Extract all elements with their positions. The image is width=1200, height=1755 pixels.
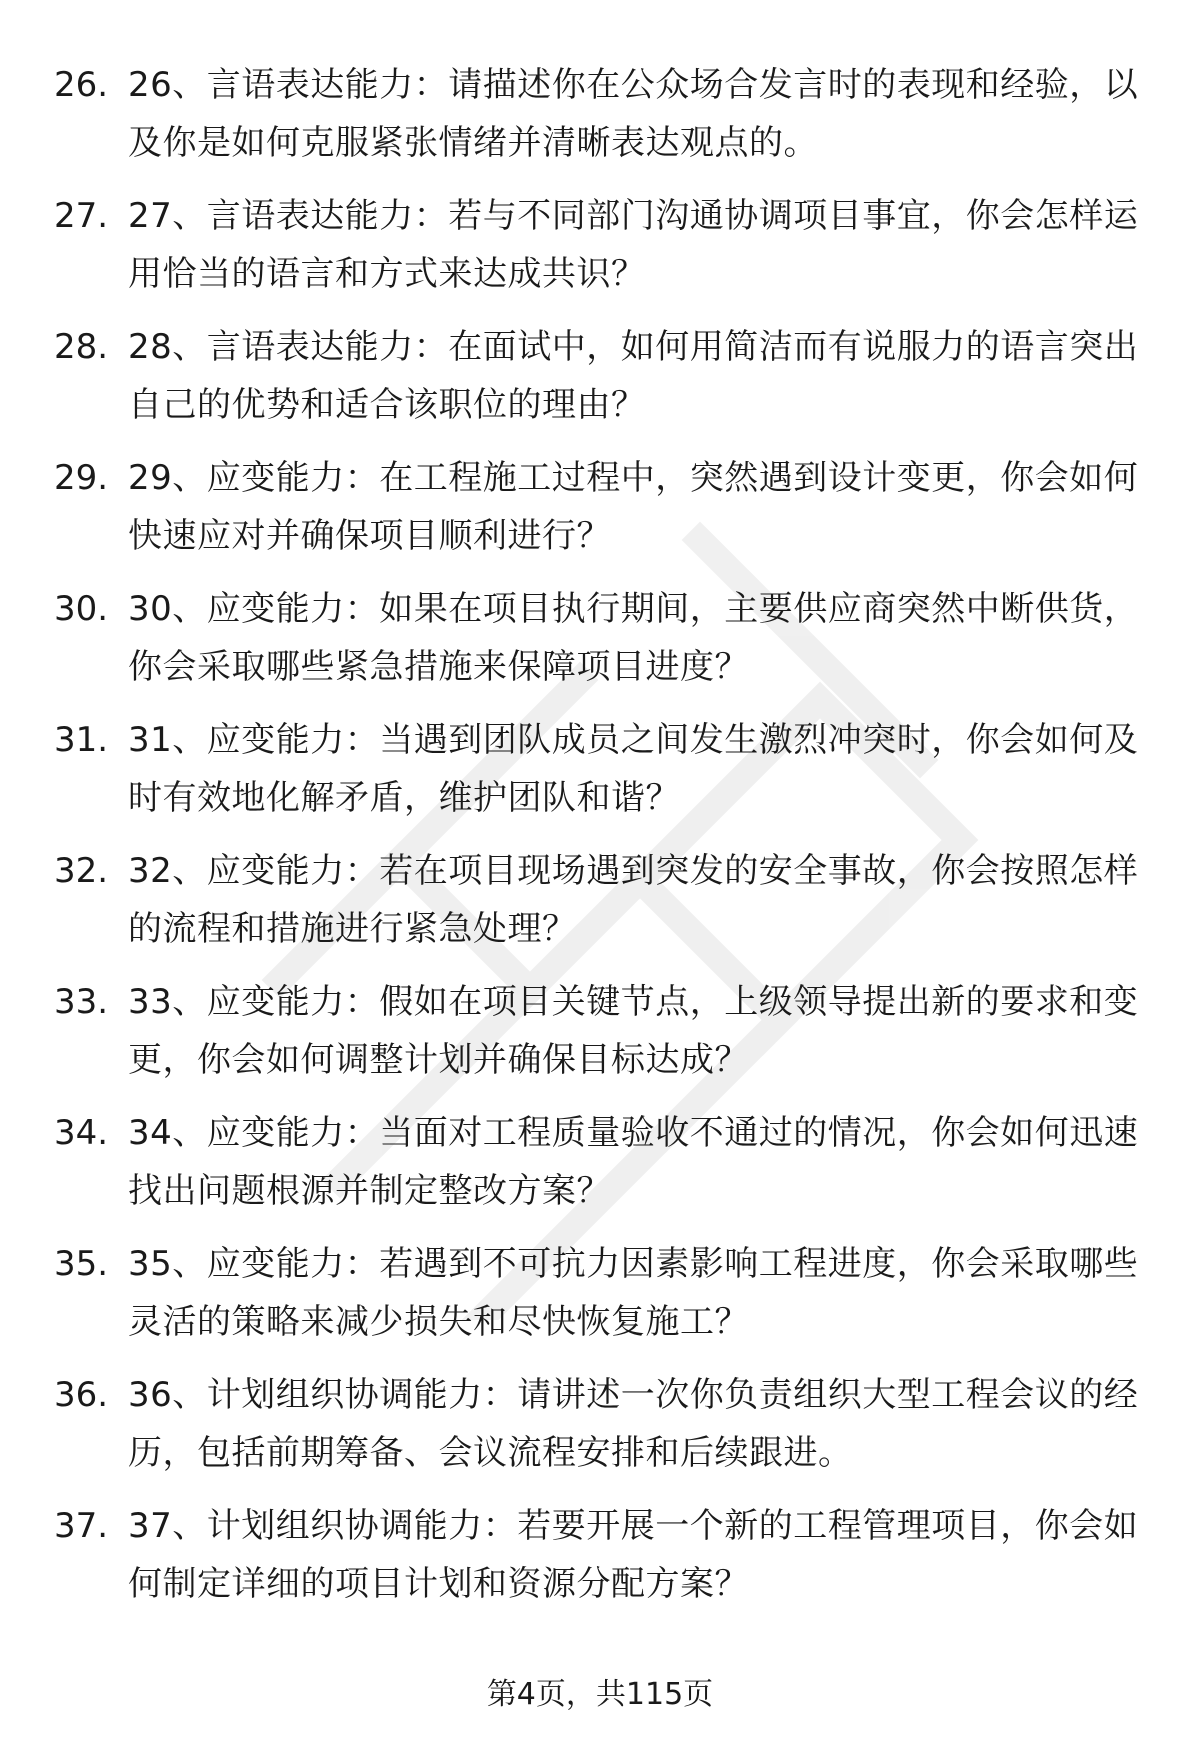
list-item — [0, 1104, 1200, 1235]
question-text: 27、言语表达能力：若与不同部门沟通协调项目事宜，你会怎样运用恰当的语言和方式来达成共识？ — [128, 196, 1139, 294]
question-text: 35、应变能力：若遇到不可抗力因素影响工程进度，你会采取哪些灵活的策略来减少损失和尽快恢复施工？ — [128, 1244, 1139, 1342]
question-number: 32. — [54, 851, 109, 891]
question-text: 36、计划组织协调能力：请讲述一次你负责组织大型工程会议的经历，包括前期筹备、会议流程安排和后续跟进。 — [128, 1375, 1139, 1473]
question-number: 27. — [54, 196, 109, 236]
list-item — [0, 1366, 1200, 1497]
question-number: 28. — [54, 327, 109, 367]
list-item — [0, 842, 1200, 973]
question-text: 29、应变能力：在工程施工过程中，突然遇到设计变更，你会如何快速应对并确保项目顺利进行？ — [128, 458, 1139, 556]
list-item — [0, 580, 1200, 711]
list-item — [0, 711, 1200, 842]
question-text: 30、应变能力：如果在项目执行期间，主要供应商突然中断供货，你会采取哪些紧急措施来保障项目进度？ — [128, 589, 1139, 687]
question-list — [0, 56, 1200, 1628]
list-item — [0, 449, 1200, 580]
question-number: 33. — [54, 982, 109, 1022]
question-text: 28、言语表达能力：在面试中，如何用简洁而有说服力的语言突出自己的优势和适合该职位的理由？ — [128, 327, 1139, 425]
question-text: 31、应变能力：当遇到团队成员之间发生激烈冲突时，你会如何及时有效地化解矛盾，维护团队和谐？ — [128, 720, 1139, 818]
question-number: 30. — [54, 589, 109, 629]
question-text: 37、计划组织协调能力：若要开展一个新的工程管理项目，你会如何制定详细的项目计划和资源分配方案？ — [128, 1506, 1139, 1604]
question-number: 36. — [54, 1375, 109, 1415]
question-text: 34、应变能力：当面对工程质量验收不通过的情况，你会如何迅速找出问题根源并制定整改方案？ — [128, 1113, 1139, 1211]
question-text: 33、应变能力：假如在项目关键节点，上级领导提出新的要求和变更，你会如何调整计划并确保目标达成？ — [128, 982, 1139, 1080]
question-number: 35. — [54, 1244, 109, 1284]
list-item — [0, 187, 1200, 318]
question-number: 37. — [54, 1506, 109, 1546]
question-text: 32、应变能力：若在项目现场遇到突发的安全事故，你会按照怎样的流程和措施进行紧急处理？ — [128, 851, 1139, 949]
list-item — [0, 1497, 1200, 1628]
question-number: 31. — [54, 720, 109, 760]
list-item — [0, 1235, 1200, 1366]
list-item — [0, 318, 1200, 449]
question-number: 34. — [54, 1113, 109, 1153]
page-footer: 第4页，共115页 — [486, 1677, 714, 1712]
list-item — [0, 973, 1200, 1104]
question-number: 29. — [54, 458, 109, 498]
question-number: 26. — [54, 65, 109, 105]
list-item — [0, 56, 1200, 187]
question-text: 26、言语表达能力：请描述你在公众场合发言时的表现和经验，以及你是如何克服紧张情绪并清晰表达观点的。 — [128, 65, 1139, 163]
